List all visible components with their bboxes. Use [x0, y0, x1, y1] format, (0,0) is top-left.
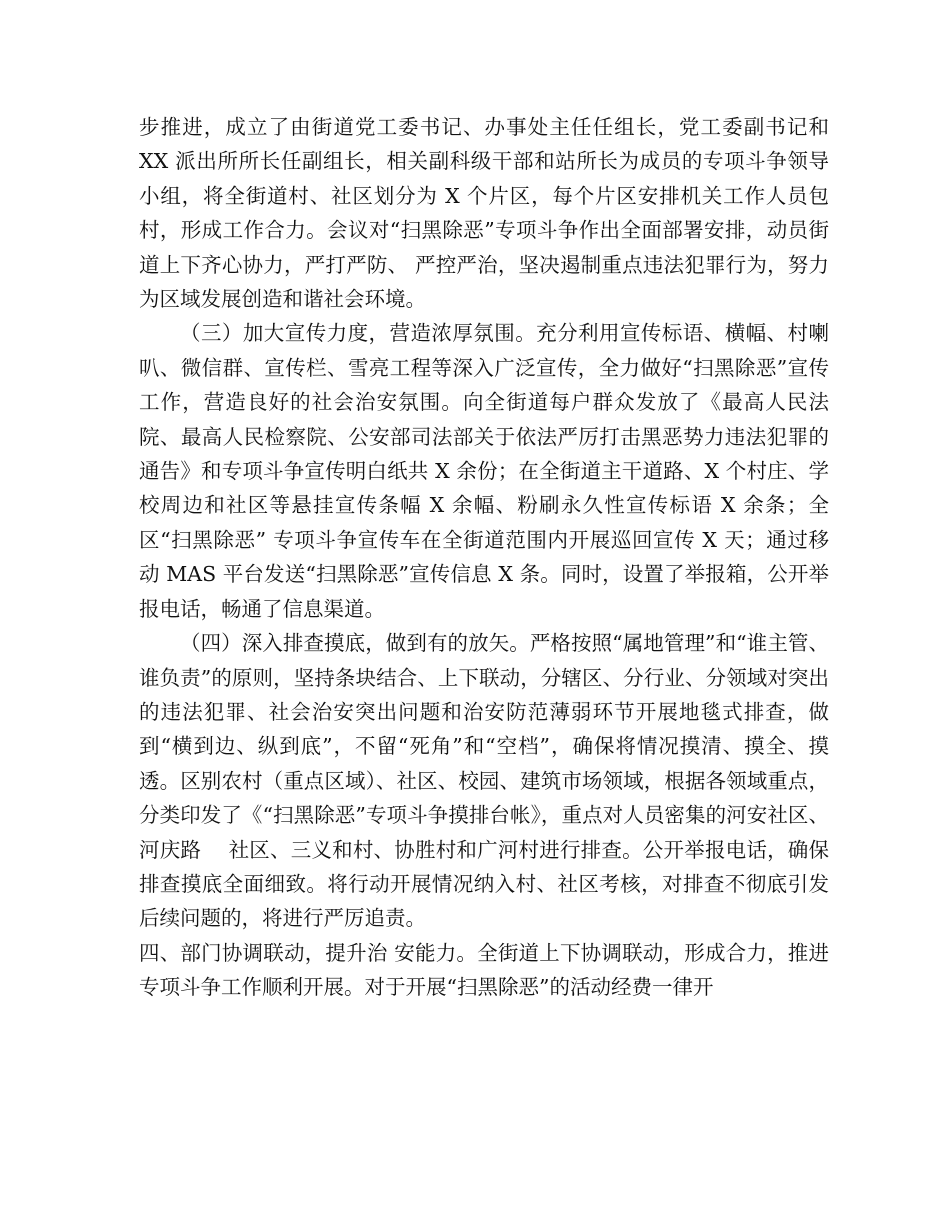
paragraph-publicity: （三）加大宣传力度，营造浓厚氛围。充分利用宣传标语、横幅、村喇叭、微信群、宣传栏、雪亮工程等深入广泛宣传，全力做好“扫黑除恶”宣传工作，营造良好的社会治安氛围。向全街道每户群众发放了《最高人民法院、最高人民检察院、公安部司法部关于依法严厉打击黑恶势力违法犯罪的通告》和专项斗争宣传明白纸共 X 余份；在全街道主干道路、X 个村庄、学校周边和社区等悬挂宣传条幅 X 余幅、粉刷永久性宣传标语 X 余条；全区“扫黑除恶” 专项斗争宣传车在全街道范围内开展巡回宣传 X 天；通过移动 MAS 平台发送“扫黑除恶”宣传信息 X 条。同时，设置了举报箱，公开举报电话，畅通了信息渠道。: [139, 321, 829, 621]
document-body: [139, 110, 850, 1005]
paragraph-leadership-group: 步推进，成立了由街道党工委书记、办事处主任任组长，党工委副书记和 XX 派出所所长任副组长，相关副科级干部和站所长为成员的专项斗争领导小组，将全街道村、社区划分为 X 个片区，每个片区安排机关工作人员包村，形成工作合力。会议对“扫黑除恶”专项斗争作出全面部署安排，动员街道上下齐心协力，严打严防、 严控严治，坚决遏制重点违法犯罪行为，努力为区域发展创造和谐社会环境。: [139, 115, 850, 312]
paragraph-investigation: （四）深入排查摸底，做到有的放矢。严格按照“属地管理”和“谁主管、谁负责”的原则，坚持条块结合、上下联动，分辖区、分行业、分领域对突出的违法犯罪、社会治安突出问题和治安防范薄弱环节开展地毯式排查，做到“横到边、纵到底”，不留“死角”和“空档”，确保将情况摸清、摸全、摸透。区别农村（重点区域）、社区、校园、建筑市场领域，根据各领域重点，分类印发了《“扫黑除恶”专项斗争摸排台帐》，重点对人员密集的河安社区、河庆路 社区、三义和村、协胜村和广河村进行排查。公开举报电话，确保排查摸底全面细致。将行动开展情况纳入村、社区考核，对排查不彻底引发后续问题的，将进行严厉追责。: [139, 631, 829, 931]
paragraph-coordination: 四、部门协调联动，提升治 安能力。全街道上下协调联动，形成合力，推进专项斗争工作顺利开展。对于开展“扫黑除恶”的活动经费一律开: [139, 940, 829, 1000]
